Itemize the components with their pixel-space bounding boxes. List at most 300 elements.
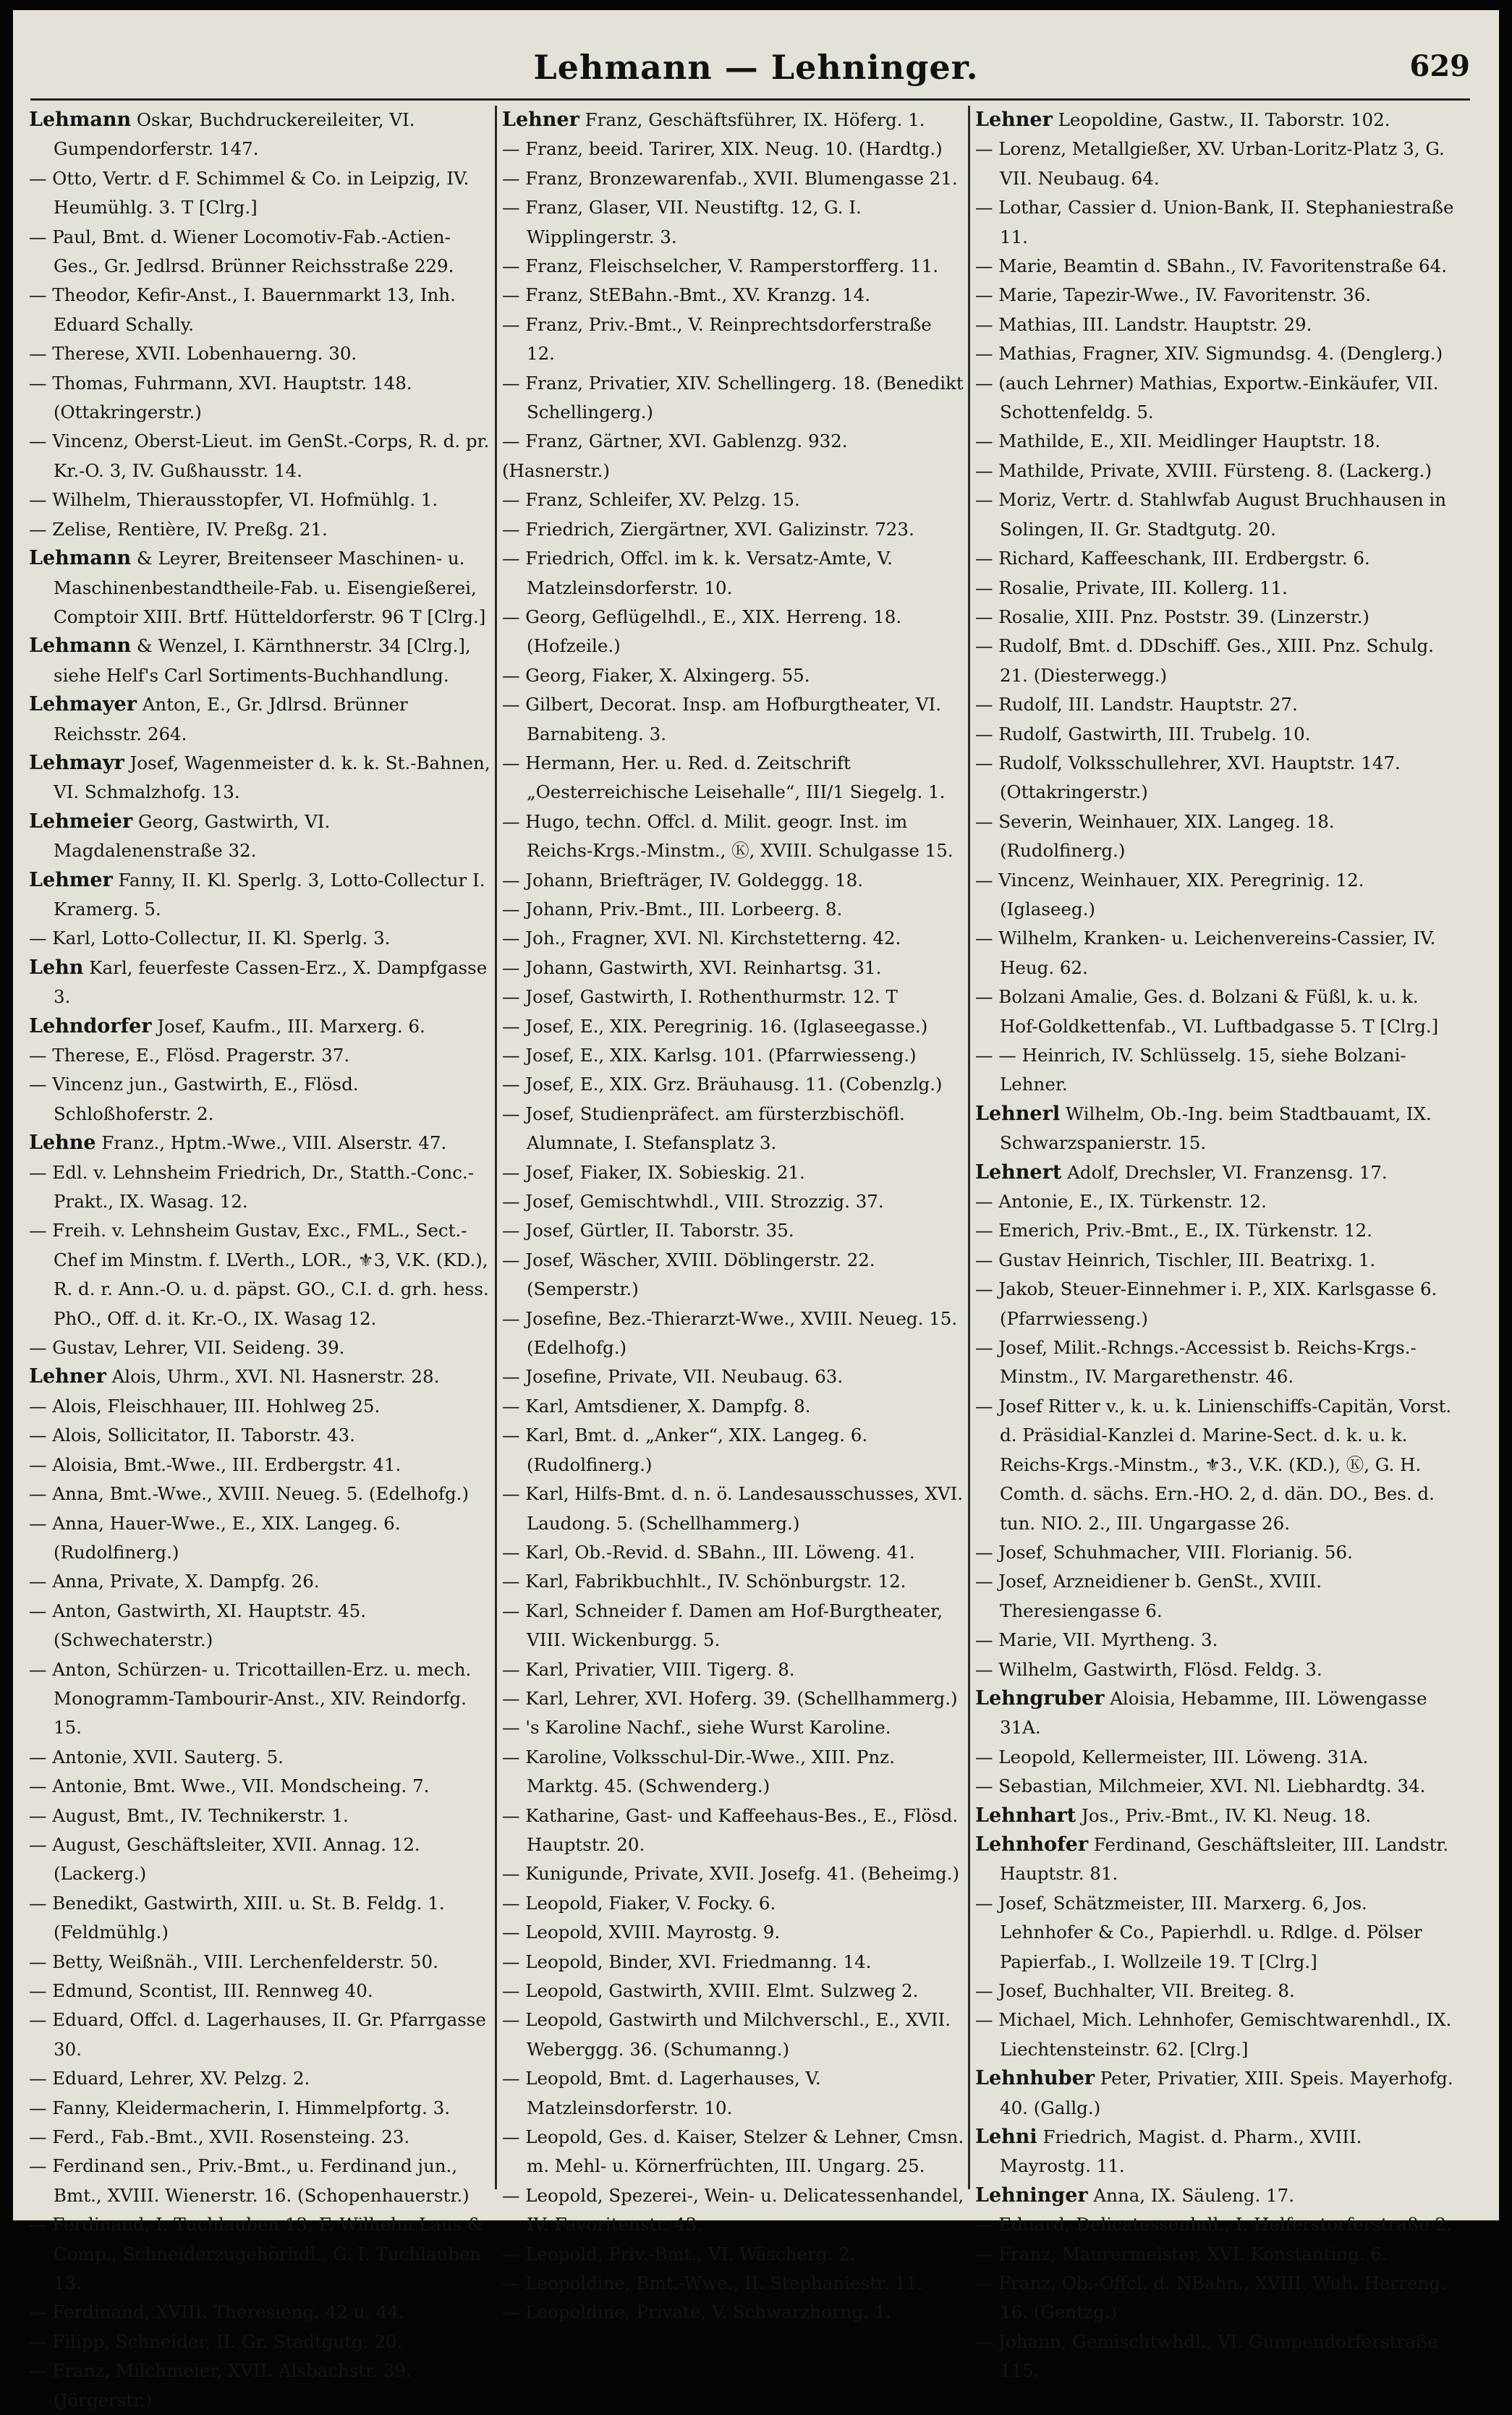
directory-entry — [502, 544, 965, 603]
entry-text: — Ferd., Fab.-Bmt., XVII. Rosensteing. 23. — [29, 2126, 410, 2148]
directory-entry — [29, 1743, 492, 1772]
entry-text: — Franz, Gärtner, XVI. Gablenzg. 932. — [502, 430, 848, 452]
directory-entry — [975, 1216, 1458, 1245]
directory-entry — [975, 2123, 1458, 2181]
directory-entry — [29, 749, 492, 807]
entry-text: — Josefine, Private, VII. Neubaug. 63. — [502, 1366, 844, 1388]
directory-entry — [502, 1304, 965, 1363]
entry-text: — Franz, StEBahn.-Bmt., XV. Kranzg. 14. — [502, 284, 871, 306]
entry-surname: Lehmayr — [29, 751, 124, 774]
directory-entry — [975, 603, 1458, 632]
directory-entry — [502, 866, 965, 895]
entry-text: — Gustav Heinrich, Tischler, III. Beatrixg. 1. — [975, 1249, 1376, 1270]
entry-text: — Josef, Gastwirth, I. Rothenthurmstr. 12. T — [502, 986, 898, 1008]
directory-entry — [975, 2210, 1458, 2239]
directory-entry — [29, 1480, 492, 1508]
entry-text: — Alois, Sollicitator, II. Taborstr. 43. — [29, 1425, 355, 1446]
entry-text: — Antonie, XVII. Sauterg. 5. — [29, 1746, 284, 1767]
entry-text: — Franz, Fleischselcher, V. Ramperstorfferg. 11. — [502, 255, 939, 277]
directory-entry — [975, 2006, 1458, 2064]
directory-entry — [29, 164, 492, 223]
directory-entry — [502, 1392, 965, 1421]
directory-entry — [975, 866, 1458, 925]
directory-entry — [29, 924, 492, 953]
entry-text: — Ferdinand, XVIII. Theresieng. 42 u. 44. — [29, 2301, 404, 2323]
entry-surname: Lehngruber — [975, 1686, 1105, 1710]
entry-text: — Thomas, Fuhrmann, XVI. Hauptstr. 148. (Ottakringerstr.) — [29, 372, 412, 423]
entry-text: — Johann, Briefträger, IV. Goldeggg. 18. — [502, 869, 864, 891]
directory-entry — [29, 1158, 492, 1217]
entry-text: — Wilhelm, Thierausstopfer, VI. Hofmühlg. 1. — [29, 489, 438, 511]
entry-text: — Franz, Bronzewarenfab., XVII. Blumengasse 21. — [502, 167, 958, 189]
directory-entry — [975, 632, 1458, 690]
entry-text: — Franz, Milchmeier, XVII. Alsbachstr. 39. (Jörgerstr.) — [29, 2360, 412, 2411]
directory-entry — [502, 106, 965, 135]
directory-entry — [502, 1859, 965, 1888]
directory-entry — [975, 310, 1458, 339]
entry-text: — Friedrich, Ziergärtner, XVI. Galizinstr. 723. — [502, 518, 914, 540]
directory-entry — [502, 1684, 965, 1713]
entry-text: Karl, feuerfeste Cassen-Erz., X. Dampfgasse 3. — [54, 956, 488, 1008]
entry-surname: Lehmeier — [29, 810, 133, 833]
entry-text: — Otto, Vertr. d F. Schimmel & Co. in Leipzig, IV. Heumühlg. 3. T [Clrg.] — [29, 167, 470, 218]
entry-text: — Marie, Beamtin d. SBahn., IV. Favoritenstraße 64. — [975, 255, 1447, 277]
directory-entry — [502, 457, 965, 485]
directory-entry — [975, 2327, 1458, 2386]
entry-text: — Katharine, Gast- und Kaffeehaus-Bes., E., Flösd. Hauptstr. 20. — [502, 1804, 959, 1855]
directory-entry — [29, 1948, 492, 1977]
entry-text: — Johann, Priv.-Bmt., III. Lorbeerg. 8. — [502, 898, 843, 920]
directory-entry — [29, 369, 492, 428]
page-header — [13, 48, 1499, 106]
directory-entry — [29, 2152, 492, 2210]
directory-entry — [29, 1772, 492, 1801]
entry-text: — Josef, E., XIX. Grz. Bräuhausg. 11. (Cobenzlg.) — [502, 1074, 943, 1095]
entry-text: & Leyrer, Breitenseer Maschinen- u. Maschinenbestandtheile-Fab. u. Eisengießerei, Comptoir XIII. Brtf. Hütteldorferstr. 96 T [Clrg.] — [54, 548, 486, 627]
entry-text: — Gilbert, Decorat. Insp. am Hofburgtheater, VI. Barnabiteng. 3. — [502, 694, 941, 744]
entry-text: — Bolzani Amalie, Ges. d. Bolzani & Füßl, k. u. k. Hof-Goldkettenfab., VI. Luftbadgasse 5. T [Clrg.] — [975, 986, 1439, 1037]
entry-text: — Vincenz jun., Gastwirth, E., Flösd. Schloßhoferstr. 2. — [29, 1074, 359, 1124]
directory-entry — [29, 1830, 492, 1889]
entry-surname: Lehnhuber — [975, 2067, 1095, 2090]
entry-text: — Josef, Wäscher, XVIII. Döblingerstr. 22. (Semperstr.) — [502, 1249, 875, 1300]
directory-entry — [975, 1333, 1458, 1392]
entry-text: Franz, Geschäftsführer, IX. Höferg. 1. — [579, 109, 925, 130]
directory-entry — [975, 1187, 1458, 1216]
directory-entry — [29, 223, 492, 281]
directory-entry — [502, 2006, 965, 2064]
directory-entry — [29, 1129, 492, 1158]
directory-entry — [975, 1830, 1458, 1889]
directory-entry — [975, 1626, 1458, 1655]
directory-entry — [502, 1216, 965, 1245]
entry-text: Wilhelm, Ob.-Ing. beim Stadtbauamt, IX. Schwarzspanierstr. 15. — [1000, 1103, 1432, 1154]
directory-entry — [29, 1333, 492, 1362]
entry-text: Peter, Privatier, XIII. Speis. Mayerhofg. 40. (Gallg.) — [1000, 2068, 1453, 2118]
entry-text: — Therese, E., Flösd. Pragerstr. 37. — [29, 1045, 350, 1066]
directory-entry — [29, 2094, 492, 2123]
entry-text: Franz., Hptm.-Wwe., VIII. Alserstr. 47. — [95, 1132, 447, 1154]
directory-entry — [975, 427, 1458, 456]
entry-text: — Anna, Hauer-Wwe., E., XIX. Langeg. 6. (Rudolfinerg.) — [29, 1512, 401, 1563]
entry-text: — Leopold, Binder, XVI. Friedmanng. 14. — [502, 1951, 872, 1972]
directory-entry — [29, 2298, 492, 2327]
entry-text: Jos., Priv.-Bmt., IV. Kl. Neug. 18. — [1076, 1804, 1372, 1826]
entry-text: — Leopold, Spezerei-, Wein- u. Delicatessenhandel, IV. Favoritenstr. 43. — [502, 2184, 964, 2236]
entry-text: & Wenzel, I. Kärnthnerstr. 34 [Clrg.], siehe Helf's Carl Sortiments-Buchhandlung. — [54, 635, 471, 686]
entry-text: — Vincenz, Oberst-Lieut. im GenSt.-Corps, R. d. pr. Kr.-O. 3, IV. Gußhausstr. 14. — [29, 430, 490, 481]
directory-entry — [975, 1275, 1458, 1333]
directory-entry — [29, 2327, 492, 2356]
directory-entry — [502, 1480, 965, 1538]
entry-text: — Betty, Weißnäh., VIII. Lerchenfelderstr. 50. — [29, 1951, 438, 1972]
entry-text: Fanny, II. Kl. Sperlg. 3, Lotto-Collectur I. Kramerg. 5. — [54, 869, 485, 920]
entry-text: — August, Geschäftsleiter, XVII. Annag. 12. (Lackerg.) — [29, 1833, 420, 1885]
directory-entry — [29, 339, 492, 368]
entry-text: — Paul, Bmt. d. Wiener Locomotiv-Fab.-Actien-Ges., Gr. Jedlrsd. Brünner Reichsstraße 229. — [29, 226, 454, 277]
entry-text: — Anna, Private, X. Dampfg. 26. — [29, 1571, 320, 1592]
entry-text: — Karl, Lehrer, XVI. Hoferg. 39. (Schellhammerg.) — [502, 1687, 958, 1709]
directory-entry — [29, 690, 492, 749]
entry-text: — Georg, Fiaker, X. Alxingerg. 55. — [502, 664, 810, 686]
directory-entry — [502, 515, 965, 544]
directory-entry — [29, 544, 492, 632]
directory-entry — [29, 515, 492, 544]
entry-text: — Antonie, Bmt. Wwe., VII. Mondscheing. 7. — [29, 1775, 430, 1797]
directory-entry — [502, 427, 965, 456]
directory-entry — [975, 1655, 1458, 1684]
directory-entry — [29, 866, 492, 925]
entry-text: — Ferdinand sen., Priv.-Bmt., u. Ferdinand jun., Bmt., XVIII. Wienerstr. 16. (Schopenhauerstr.) — [29, 2155, 470, 2206]
entry-text: — (auch Lehrner) Mathias, Exportw.-Einkäufer, VII. Schottenfeldg. 5. — [975, 372, 1439, 423]
entry-text: — Georg, Geflügelhdl., E., XIX. Herreng. 18. (Hofzeile.) — [502, 606, 902, 657]
directory-entry — [502, 1655, 965, 1684]
entry-text: — Karl, Privatier, VIII. Tigerg. 8. — [502, 1658, 795, 1680]
entry-text: Adolf, Drechsler, VI. Franzensg. 17. — [1061, 1161, 1388, 1183]
directory-entry — [975, 720, 1458, 749]
directory-entry — [502, 1421, 965, 1480]
entry-text: — Marie, Tapezir-Wwe., IV. Favoritenstr. 36. — [975, 284, 1372, 306]
entry-text: — Anton, Gastwirth, XI. Hauptstr. 45. (Schwechaterstr.) — [29, 1600, 366, 1651]
directory-entry — [502, 1246, 965, 1304]
directory-entry — [29, 427, 492, 485]
entry-text: — Josef, Arzneidiener b. GenSt., XVIII. Theresiengasse 6. — [975, 1571, 1322, 1621]
directory-entry — [975, 690, 1458, 719]
entry-text: Friedrich, Magist. d. Pharm., XVIII. Mayrostg. 11. — [1000, 2126, 1362, 2177]
entry-text: — Mathias, III. Landstr. Hauptstr. 29. — [975, 313, 1312, 335]
directory-entry — [502, 310, 965, 369]
entry-text: — Edl. v. Lehnsheim Friedrich, Dr., Statth.-Conc.-Prakt., IX. Wasag. 12. — [29, 1161, 475, 1213]
entry-text: — Freih. v. Lehnsheim Gustav, Exc., FML., Sect.-Chef im Minstm. f. LVerth., LOR., ⚜3, V.K. (KD.), R. d. r. Ann.-O. u. d. päpst. GO., C.I. d. grh. hess. PhO., Off. d. it. Kr.-O., IX. Wasag 12. — [29, 1220, 489, 1329]
entry-text: — Leopold, Gastwirth, XVIII. Elmt. Sulzweg 2. — [502, 1980, 919, 2001]
entry-text: — Josef, Gürtler, II. Taborstr. 35. — [502, 1220, 794, 1242]
entry-text: — Karl, Hilfs-Bmt. d. n. ö. Landesausschusses, XVI. Laudong. 5. (Schellhammerg.) — [502, 1483, 964, 1534]
directory-entry — [502, 2181, 965, 2240]
directory-entry — [29, 1216, 492, 1333]
directory-entry — [29, 1655, 492, 1743]
entry-surname: Lehmayer — [29, 693, 137, 716]
directory-entry — [502, 1889, 965, 1918]
directory-entry — [29, 1889, 492, 1948]
directory-entry — [29, 2123, 492, 2152]
directory-entry — [975, 1158, 1458, 1187]
directory-entry — [502, 924, 965, 953]
entry-text: — Leopoldine, Private, V. Schwarzhorng. 1. — [502, 2301, 891, 2323]
directory-entry — [29, 281, 492, 339]
entry-text: — — Heinrich, IV. Schlüsselg. 15, siehe Bolzani-Lehner. — [975, 1045, 1406, 1095]
entry-text: — Franz, Schleifer, XV. Pelzg. 15. — [502, 489, 800, 511]
entry-text: — Marie, VII. Myrtheng. 3. — [975, 1629, 1218, 1651]
entry-text: — Eduard, Offcl. d. Lagerhauses, II. Gr. Pfarrgasse 30. — [29, 2009, 486, 2060]
entry-text: — Eduard, Lehrer, XV. Pelzg. 2. — [29, 2068, 310, 2089]
entry-text: — Antonie, E., IX. Türkenstr. 12. — [975, 1191, 1267, 1213]
entry-text: — Josefine, Bez.-Thierarzt-Wwe., XVIII. Neueg. 15. (Edelhofg.) — [502, 1307, 958, 1359]
directory-entry — [502, 1158, 965, 1187]
directory-entry — [29, 1012, 492, 1041]
entry-text: Ferdinand, Geschäftsleiter, III. Landstr. Hauptstr. 81. — [1000, 1833, 1449, 1885]
entry-text: — Lorenz, Metallgießer, XV. Urban-Loritz-Platz 3, G. VII. Neubaug. 64. — [975, 138, 1445, 189]
entry-text: Georg, Gastwirth, VI. Magdalenenstraße 32. — [54, 810, 331, 862]
directory-entry — [975, 369, 1458, 428]
directory-entry — [29, 1421, 492, 1450]
directory-entry — [29, 485, 492, 514]
entry-surname: Lehmann — [29, 634, 132, 658]
entry-text: — Franz, Priv.-Bmt., V. Reinprechtsdorferstraße 12. — [502, 313, 932, 365]
entry-text: — Josef, Schuhmacher, VIII. Florianig. 56. — [975, 1541, 1353, 1563]
entry-surname: Lehninger — [975, 2183, 1088, 2207]
entry-text: Josef, Wagenmeister d. k. k. St.-Bahnen, VI. Schmalzhofg. 13. — [54, 752, 490, 803]
directory-entry — [975, 2269, 1458, 2327]
entry-text: — Aloisia, Bmt.-Wwe., III. Erdbergstr. 41. — [29, 1453, 402, 1475]
entry-surname: Lehmann — [29, 547, 132, 570]
entry-text: — Lothar, Cassier d. Union-Bank, II. Stephaniestraße 11. — [975, 197, 1454, 247]
entry-text: — Leopoldine, Bmt.-Wwe., II. Stephaniestr. 11. — [502, 2272, 923, 2294]
entry-text: — Josef, Studienpräfect. am fürsterzbischöfl. Alumnate, I. Stefansplatz 3. — [502, 1103, 905, 1154]
directory-entry — [502, 690, 965, 749]
column-divider — [968, 106, 970, 2189]
entry-text: — Alois, Fleischhauer, III. Hohlweg 25. — [29, 1395, 381, 1417]
entry-text: — Leopold, Kellermeister, III. Löweng. 31A. — [975, 1746, 1369, 1767]
directory-entry — [975, 1889, 1458, 1977]
directory-entry — [29, 632, 492, 690]
directory-entry — [502, 2064, 965, 2123]
entry-text: — Zelise, Rentière, IV. Preßg. 21. — [29, 518, 328, 540]
entry-surname: Lehnert — [975, 1160, 1062, 1184]
column-divider — [495, 106, 497, 2189]
directory-entry — [975, 1567, 1458, 1626]
directory-entry — [975, 193, 1458, 252]
entry-text: — Anna, Bmt.-Wwe., XVIII. Neueg. 5. (Edelhofg.) — [29, 1483, 470, 1505]
entry-text: Josef, Kaufm., III. Marxerg. 6. — [151, 1015, 425, 1037]
entry-text: — Michael, Mich. Lehnhofer, Gemischtwarenhdl., IX. Liechtensteinstr. 62. [Clrg.] — [975, 2009, 1452, 2060]
directory-entry — [975, 1538, 1458, 1567]
entry-text: — Hermann, Her. u. Red. d. Zeitschrift „Oesterreichische Leisehalle“, III/1 Siegelg. 1. — [502, 752, 946, 803]
directory-entry — [29, 2064, 492, 2093]
directory-entry — [502, 1012, 965, 1041]
entry-text: — Leopold, Fiaker, V. Focky. 6. — [502, 1892, 776, 1914]
entry-text: — Josef, E., XIX. Peregrinig. 16. (Iglaseegasse.) — [502, 1015, 928, 1037]
directory-entry — [29, 1509, 492, 1568]
entry-text: — Johann, Gastwirth, XVI. Reinhartsg. 31. — [502, 956, 882, 978]
entry-text: — Franz, Glaser, VII. Neustiftg. 12, G. I. Wipplingerstr. 3. — [502, 197, 862, 247]
entry-text: (Hasnerstr.) — [502, 459, 610, 481]
entry-text: — Karl, Ob.-Revid. d. SBahn., III. Löweng. 41. — [502, 1541, 915, 1563]
directory-entry — [975, 2181, 1458, 2210]
directory-entry — [975, 749, 1458, 807]
directory-entry — [502, 1948, 965, 1977]
directory-entry — [975, 457, 1458, 485]
directory-entry — [29, 1977, 492, 2006]
entry-text: — Leopold, Gastwirth und Milchverschl., E., XVII. Weberggg. 36. (Schumanng.) — [502, 2009, 951, 2060]
directory-entry — [29, 1392, 492, 1421]
entry-text: — Jakob, Steuer-Einnehmer i. P., XIX. Karlsgasse 6. (Pfarrwiesseng.) — [975, 1278, 1437, 1329]
entry-text: — Hugo, techn. Offcl. d. Milit. geogr. Inst. im Reichs-Krgs.-Minstm., Ⓚ, XVIII. Schulgasse 15. — [502, 810, 954, 862]
entry-text: — Leopold, XVIII. Mayrostg. 9. — [502, 1922, 781, 1943]
directory-entry — [975, 106, 1458, 135]
directory-entry — [29, 1801, 492, 1830]
entry-text: — Rudolf, Bmt. d. DDschiff. Ges., XIII. Pnz. Schulg. 21. (Diesterwegg.) — [975, 635, 1434, 686]
entry-text: — Mathilde, E., XII. Meidlinger Hauptstr. 18. — [975, 430, 1381, 452]
column-3 — [975, 106, 1458, 2382]
directory-entry — [29, 2356, 492, 2415]
entry-text: — Josef, Gemischtwhdl., VIII. Strozzig. 37. — [502, 1191, 884, 1213]
entry-text: — Wilhelm, Kranken- u. Leichenvereins-Cassier, IV. Heug. 62. — [975, 928, 1436, 978]
directory-entry — [502, 164, 965, 193]
entry-text: — Leopold, Ges. d. Kaiser, Stelzer & Lehner, Cmsn. m. Mehl- u. Körnerfrüchten, III. Ungarg. 25. — [502, 2126, 964, 2177]
directory-entry — [29, 1070, 492, 1129]
entry-text: — Sebastian, Milchmeier, XVI. Nl. Liebhardtg. 34. — [975, 1775, 1426, 1797]
entry-text: — Josef, Fiaker, IX. Sobieskig. 21. — [502, 1161, 805, 1183]
directory-entry — [502, 2298, 965, 2327]
directory-entry — [29, 1451, 492, 1480]
entry-text: — Rosalie, Private, III. Kollerg. 11. — [975, 577, 1288, 598]
directory-entry — [29, 2006, 492, 2064]
entry-text: — Franz, Maurermeister, XVI. Konstanting. 6. — [975, 2243, 1388, 2265]
directory-entry — [975, 1772, 1458, 1801]
entry-text: — Josef, Buchhalter, VII. Breiteg. 8. — [975, 1980, 1295, 2001]
directory-page — [13, 10, 1499, 2411]
entry-text: — Josef, Milit.-Rchngs.-Accessist b. Reichs-Krgs.-Minstm., IV. Margarethenstr. 46. — [975, 1337, 1417, 1388]
entry-text: — Richard, Kaffeeschank, III. Erdbergstr. 6. — [975, 548, 1370, 569]
directory-entry — [502, 1100, 965, 1158]
directory-entry — [502, 1362, 965, 1391]
directory-entry — [975, 574, 1458, 603]
entry-text: — Gustav, Lehrer, VII. Seideng. 39. — [29, 1337, 345, 1359]
directory-entry — [29, 954, 492, 1012]
directory-entry — [975, 2064, 1458, 2123]
directory-entry — [975, 2240, 1458, 2269]
entry-surname: Lehnhofer — [975, 1833, 1089, 1856]
directory-entry — [29, 1041, 492, 1070]
directory-entry — [502, 603, 965, 661]
entry-text: — Franz, beeid. Tarirer, XIX. Neug. 10. (Hardtg.) — [502, 138, 943, 160]
entry-surname: Lehmann — [29, 109, 132, 131]
entry-surname: Lehner — [975, 109, 1053, 131]
directory-entry — [975, 135, 1458, 193]
directory-entry — [975, 1684, 1458, 1743]
entry-surname: Lehn — [29, 956, 84, 979]
entry-surname: Lehne — [29, 1132, 96, 1155]
entry-text: — Rudolf, III. Landstr. Hauptstr. 27. — [975, 694, 1298, 716]
entry-text: — Joh., Fragner, XVI. Nl. Kirchstetterng. 42. — [502, 928, 901, 949]
entry-text: — Karl, Fabrikbuchhlt., IV. Schönburgstr. 12. — [502, 1571, 906, 1592]
directory-entry — [502, 2269, 965, 2298]
directory-entry — [975, 485, 1458, 544]
directory-entry — [502, 1041, 965, 1070]
directory-entry — [975, 1100, 1458, 1158]
directory-entry — [29, 1362, 492, 1391]
entry-text: — Leopold, Bmt. d. Lagerhauses, V. Matzleinsdorferstr. 10. — [502, 2068, 821, 2118]
entry-text: — Karoline, Volksschul-Dir.-Wwe., XIII. Pnz. Marktg. 45. (Schwenderg.) — [502, 1746, 895, 1797]
entry-surname: Lehndorfer — [29, 1014, 152, 1037]
directory-entry — [502, 807, 965, 866]
entry-text: — Franz, Ob.-Offcl. d. NBahn., XVIII. Wuh. Herreng. 16. (Gentzg.) — [975, 2272, 1446, 2323]
entry-text: — Kunigunde, Private, XVII. Josefg. 41. (Beheimg.) — [502, 1863, 960, 1885]
entry-text: — Edmund, Scontist, III. Rennweg 40. — [29, 1980, 373, 2001]
directory-entry — [975, 982, 1458, 1041]
entry-surname: Lehni — [975, 2126, 1037, 2149]
directory-entry — [502, 661, 965, 690]
entry-text: — Ferdinand, I. Tuchlauben 13, F. Wilhelm Laus & Comp., Schneiderzugehörhdl., G. I. Tuchlauben 13. — [29, 2214, 483, 2294]
entry-text: — Franz, Privatier, XIV. Schellingerg. 18. (Benedikt Schellingerg.) — [502, 372, 964, 423]
column-2 — [502, 106, 965, 2323]
entry-text: — Josef, Schätzmeister, III. Marxerg. 6, Jos. Lehnhofer & Co., Papierhdl. u. Rdlge. d. Pölser Papierfab., I. Wollzeile 19. T [Clrg.] — [975, 1892, 1422, 1972]
directory-entry — [502, 1801, 965, 1860]
directory-entry — [975, 1246, 1458, 1275]
column-1 — [29, 106, 492, 2411]
entry-text: — Rudolf, Gastwirth, III. Trubelg. 10. — [975, 723, 1311, 744]
entry-text: — Friedrich, Offcl. im k. k. Versatz-Amte, V. Matzleinsdorferstr. 10. — [502, 548, 893, 598]
entry-text: — Rudolf, Volksschullehrer, XVI. Hauptstr. 147. (Ottakringerstr.) — [975, 752, 1401, 803]
entry-text: — Emerich, Priv.-Bmt., E., IX. Türkenstr. 12. — [975, 1220, 1372, 1242]
directory-entry — [502, 1713, 965, 1742]
directory-entry — [502, 1538, 965, 1567]
entry-text: Anna, IX. Säuleng. 17. — [1087, 2184, 1295, 2206]
directory-entry — [975, 1743, 1458, 1772]
entry-text: — Mathias, Fragner, XIV. Sigmundsg. 4. (Denglerg.) — [975, 343, 1443, 365]
directory-entry — [975, 281, 1458, 310]
directory-entry — [502, 485, 965, 514]
directory-entry — [502, 1918, 965, 1947]
entry-text: — Karl, Bmt. d. „Anker“, XIX. Langeg. 6. (Rudolfinerg.) — [502, 1425, 868, 1475]
directory-entry — [975, 1977, 1458, 2006]
directory-entry — [975, 1041, 1458, 1100]
entry-text: — Theodor, Kefir-Anst., I. Bauernmarkt 13, Inh. Eduard Schally. — [29, 284, 456, 335]
directory-entry — [975, 1801, 1458, 1830]
directory-entry — [29, 807, 492, 866]
entry-surname: Lehmer — [29, 868, 113, 891]
directory-entry — [502, 954, 965, 982]
directory-entry — [975, 807, 1458, 866]
entry-text: — Therese, XVII. Lobenhauerng. 30. — [29, 343, 357, 365]
entry-surname: Lehnerl — [975, 1102, 1061, 1125]
entry-text: — Leopold, Priv.-Bmt., VI. Wäscherg. 2. — [502, 2243, 856, 2265]
directory-entry — [975, 924, 1458, 982]
directory-entry — [502, 1597, 965, 1655]
directory-entry — [502, 895, 965, 924]
directory-entry — [502, 1567, 965, 1596]
entry-text: Aloisia, Hebamme, III. Löwengasse 31A. — [1000, 1687, 1427, 1739]
directory-entry — [502, 749, 965, 807]
entry-text: — Josef, E., XIX. Karlsg. 101. (Pfarrwiesseng.) — [502, 1045, 917, 1066]
entry-text: — Karl, Schneider f. Damen am Hof-Burgtheater, VIII. Wickenburgg. 5. — [502, 1600, 943, 1651]
entry-text: — Josef Ritter v., k. u. k. Linienschiffs-Capitän, Vorst. d. Präsidial-Kanzlei d. Marine-Sect. d. k. u. k. Reichs-Krgs.-Minstm., ⚜3., V.K. (KD.), Ⓚ, G. H. Comth. d. sächs. Ern.-HO. 2, d. dän. DO., Bes. d. tun. NIO. 2., III. Ungargasse 26. — [975, 1395, 1452, 1534]
directory-entry — [975, 544, 1458, 573]
directory-entry — [502, 1743, 965, 1801]
directory-entry — [502, 135, 965, 164]
directory-entry — [502, 252, 965, 281]
directory-entry — [502, 1187, 965, 1216]
